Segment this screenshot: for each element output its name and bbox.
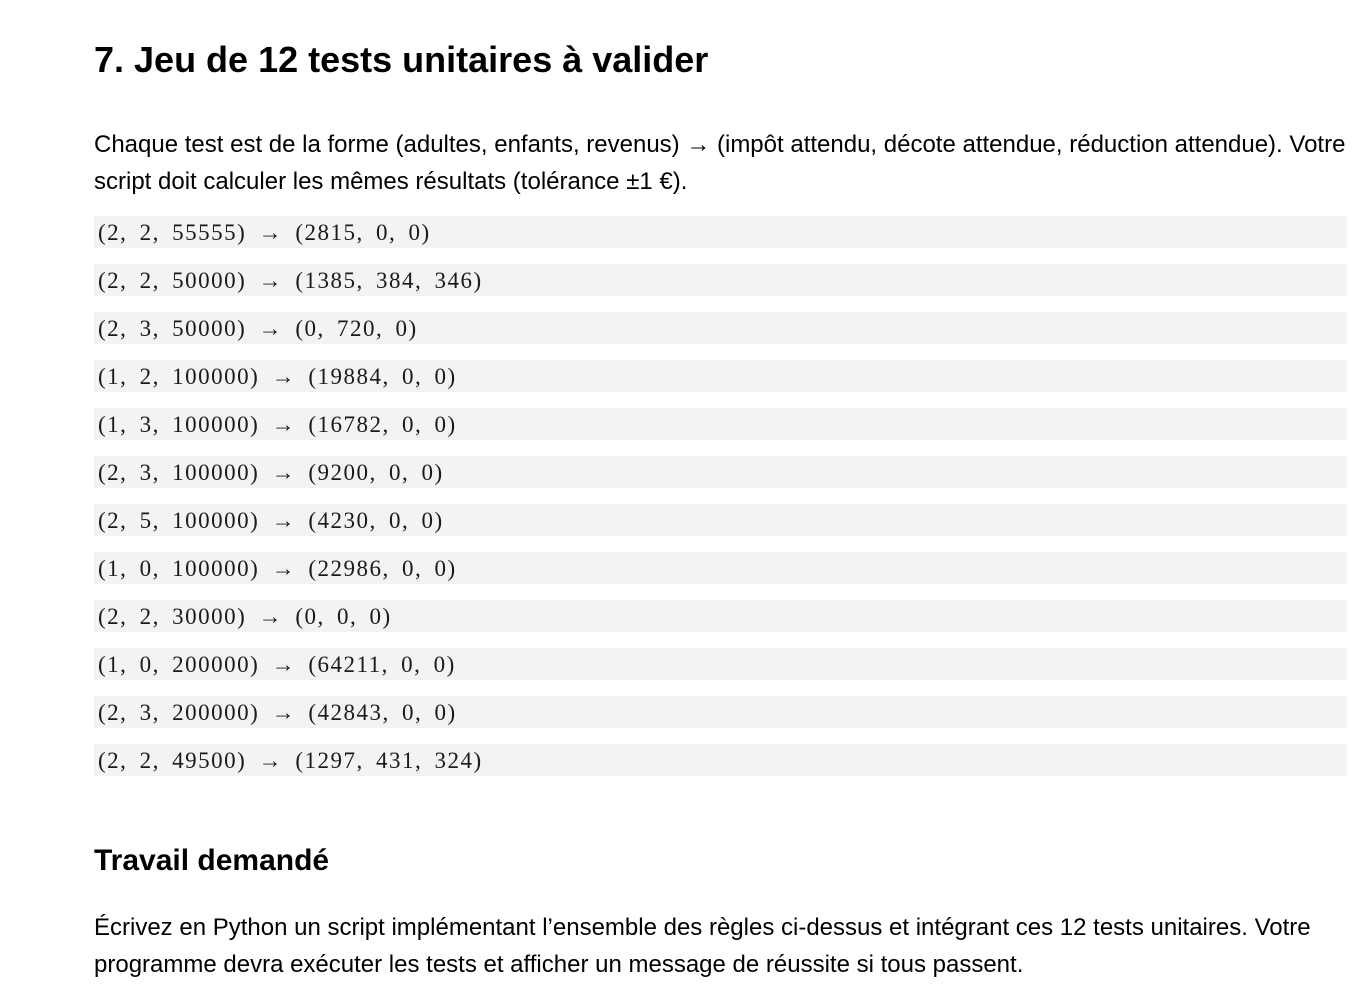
work-text: Écrivez en Python un script implémentant l’ensemble des règles ci-dessus et intégrant ces 12 tests unitaires. Votre programme devra exécuter les tests et afficher un message de réussite si tous passent.	[94, 914, 1311, 978]
work-title: Travail demandé	[94, 844, 330, 877]
test-case: (1, 2, 100000) → (19884, 0, 0)	[94, 360, 1347, 392]
test-case: (2, 3, 200000) → (42843, 0, 0)	[94, 696, 1347, 728]
test-case: (2, 3, 50000) → (0, 720, 0)	[94, 312, 1347, 344]
test-case: (2, 2, 30000) → (0, 0, 0)	[94, 600, 1347, 632]
test-case: (2, 3, 100000) → (9200, 0, 0)	[94, 456, 1347, 488]
test-case: (1, 0, 100000) → (22986, 0, 0)	[94, 552, 1347, 584]
section-intro: Chaque test est de la forme (adultes, enfants, revenus) → (impôt attendu, décote attendue, réduction attendue). Votre script doit calculer les mêmes résultats (tolérance ±1 €).	[94, 131, 1346, 195]
test-case: (1, 0, 200000) → (64211, 0, 0)	[94, 648, 1347, 680]
test-case: (2, 2, 55555) → (2815, 0, 0)	[94, 216, 1347, 248]
test-list	[94, 216, 1347, 792]
test-case: (1, 3, 100000) → (16782, 0, 0)	[94, 408, 1347, 440]
test-case: (2, 2, 49500) → (1297, 431, 324)	[94, 744, 1347, 776]
section-title: 7. Jeu de 12 tests unitaires à valider	[94, 39, 709, 80]
test-case: (2, 5, 100000) → (4230, 0, 0)	[94, 504, 1347, 536]
test-case: (2, 2, 50000) → (1385, 384, 346)	[94, 264, 1347, 296]
